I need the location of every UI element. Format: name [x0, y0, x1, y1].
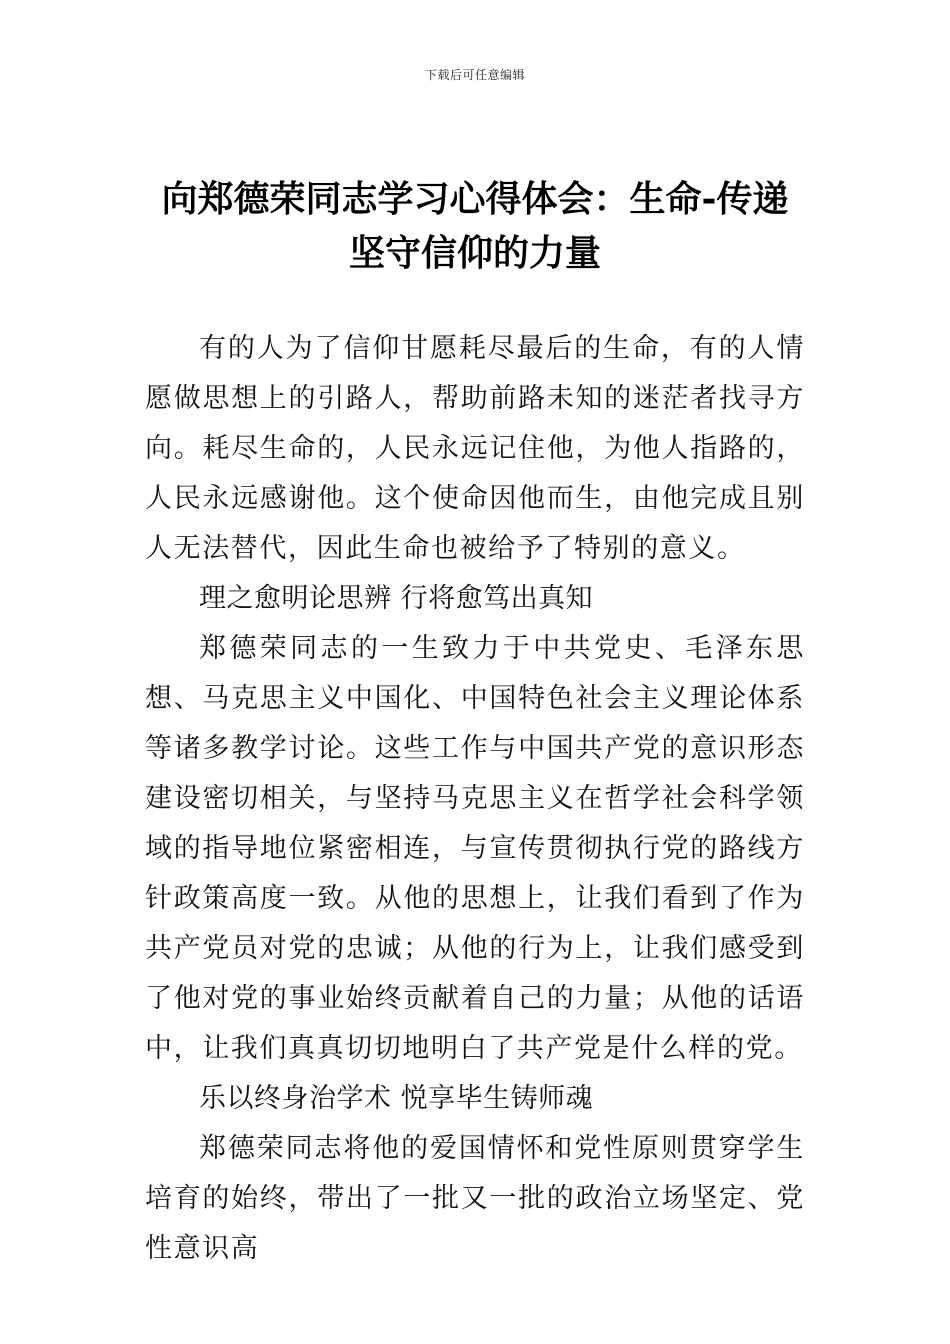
paragraph-intro: 有的人为了信仰甘愿耗尽最后的生命，有的人情愿做思想上的引路人，帮助前路未知的迷茫者找寻方向。耗尽生命的，人民永远记住他，为他人指路的，人民永远感谢他。这个使命因他而生，由他完成且别人无法替代，因此生命也被给予了特别的意义。: [145, 333, 805, 564]
paragraph-section-2: 郑德荣同志将他的爱国情怀和党性原则贯穿学生培育的始终，带出了一批又一批的政治立场坚定、党性意识高: [145, 1133, 805, 1264]
page-header-note: 下载后可任意编辑: [424, 68, 525, 82]
document-title: 向郑德荣同志学习心得体会：生命-传递坚守信仰的力量: [161, 178, 789, 274]
paragraph-section-1: 郑德荣同志的一生致力于中共党史、毛泽东思想、马克思主义中国化、中国特色社会主义理论体系等诸多教学讨论。这些工作与中国共产党的意识形态建设密切相关，与坚持马克思主义在哲学社会科学领域的指导地位紧密相连，与宣传贯彻执行党的路线方针政策高度一致。从他的思想上，让我们看到了作为共产党员对党的忠诚；从他的行为上，让我们感受到了他对党的事业始终贡献着自己的力量；从他的话语中，让我们真真切切地明白了共产党是什么样的党。: [145, 633, 805, 1064]
section-heading-2: 乐以终身治学术 悦享毕生铸师魂: [199, 1083, 594, 1114]
section-heading-1: 理之愈明论思辨 行将愈笃出真知: [199, 583, 594, 614]
document-body: [145, 324, 805, 1274]
